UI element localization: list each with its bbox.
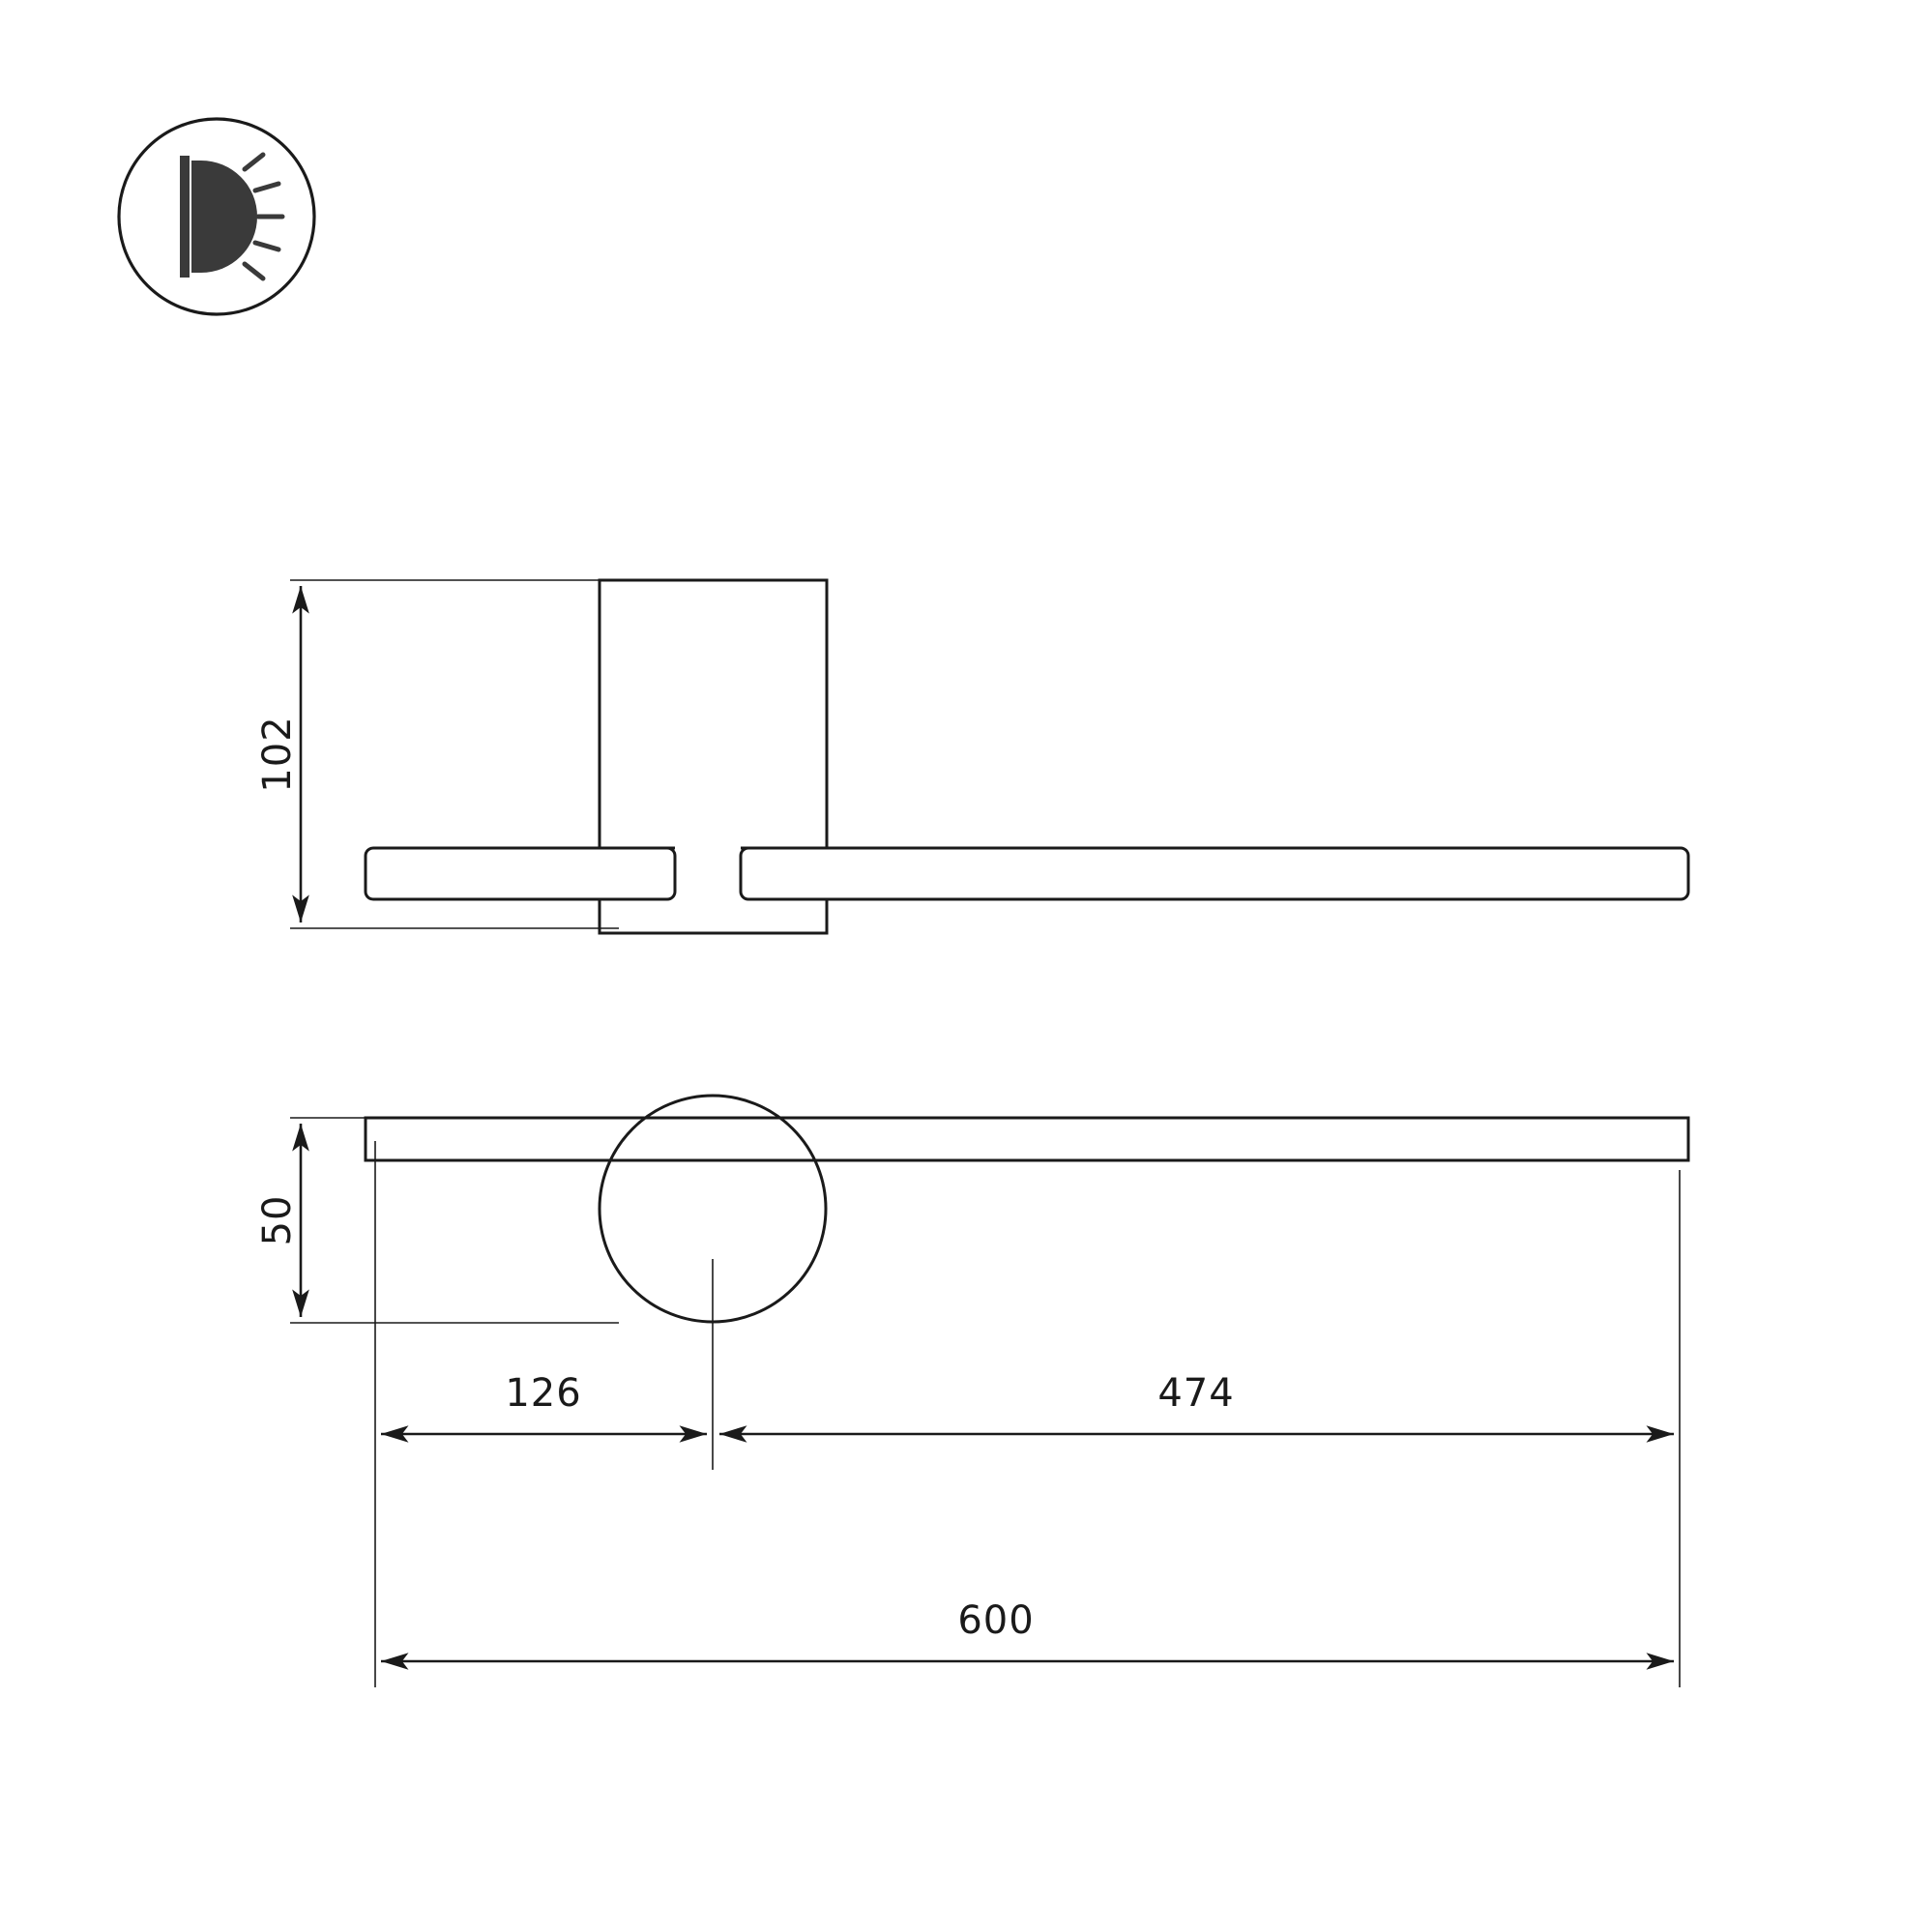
wall-light-symbol <box>119 119 314 314</box>
dimension-depth-50 <box>255 1124 301 1317</box>
dimension-depth-50-label: 50 <box>255 1194 300 1246</box>
dimension-total-600-label: 600 <box>957 1598 1035 1643</box>
dimension-offset-474 <box>719 1371 1674 1434</box>
dimension-offset-126 <box>381 1371 707 1434</box>
dimension-offset-474-label: 474 <box>1157 1371 1235 1416</box>
dimension-height-102 <box>255 586 301 922</box>
dimension-total-600 <box>381 1598 1674 1661</box>
front-view-geometry <box>366 580 1688 933</box>
dimension-height-102-label: 102 <box>255 716 300 793</box>
dimension-offset-126-label: 126 <box>505 1371 582 1416</box>
